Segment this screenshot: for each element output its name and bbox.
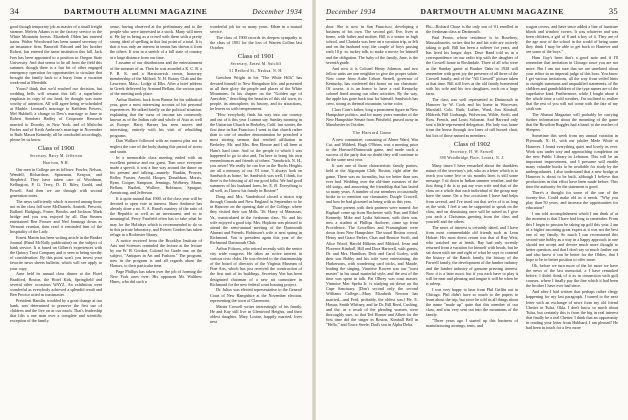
paragraph: A new committee, consisting of Abner Ward, War Cut, and Mildred, Hugh O'Brien, was a meeting prior to the Harvard-Dartmouth game, and made such a success of the party that no doubt they will continue to do the same next year. xyxy=(326,137,418,163)
section-address: Harrison, N.H. xyxy=(42,160,70,165)
paragraph: "Three years ago I started up this business of manufacturing awnings, tents, and xyxy=(426,318,518,329)
left-running-head xyxy=(10,6,302,20)
paragraph: Page Phillips has taken over the job of forming the New York ones over. His opponent Mr. Walthew Hines, who did such a xyxy=(110,268,202,285)
section-title-class-1901: Class of 1901 xyxy=(237,53,275,61)
paragraph: Hum Guy's been that's a good note and if I'll remember that invitation in Chicago since you are not more. But I am not sure that we are unrelated about your editor in an imperial judge of this boss. You know I get various invitations, all the way from veiled hints to outright summons and unqualified statements, of the children and grandchildren of the type names are of the superlative kind. Furthermore, while I fought about it the whole time a cold weather, I'm inclined to realize that the rest of you will not come with the fate of my sixth son. xyxy=(526,55,618,112)
paragraph: And after I had written that perhaps rather clergy happening for my last paragraph. I turned to the next letter with an exchange of news from my old friend Chetter in Tulsa, Okla. I don't know so much about Tulsa, but certainly this is from the big in real interest that finally be a real Chetter. I think that an opportunity in reading your letter from Hubbard. I am pleased! He had been in touch for a few more xyxy=(526,289,618,331)
paragraph: Doug and Mrs. Vanderhoof closed a motor trip through Canada and New England in September to be in Hanover on the opening date of the College, where they visited their son Mills, '36. Harry of Manassas, Va., matriculated in the freshman class. Vic and his wife enjoyed a good trip. Mrs. Hopkins was pleased to attend the semi-annual meeting of the Dartmouth Alumni and Friends. Robinson's wife is next spring in Richmond. Von is president again this year of the Richmond Dartmouth Club. xyxy=(210,194,302,246)
paragraph: It is quite natural that 1900, of the class year will be devoted to open vote in interest. Shaw Ambrose has already done a no. E. A. Rand's mastery of the ratio of the Republic as well as an investment, and so to meaningful. Percy Fairfield often has to take what he may for the Holidays which is recommended to do so in this private laboratory, and Everett Gordon has taken refuge in a Rochester library. xyxy=(110,196,202,237)
left-page xyxy=(0,0,312,420)
right-column-2 xyxy=(426,24,518,416)
paragraph: The news of interest is certainly dated, and I have from most commendable old friends such as Leon Hobart. His most direct return was that of Ray Weir, who watched me at heads. Ray had only recently returned from a vacation for himself with heads, but he sat down with me and right of what he says to contend the history of the Ranch family, the history of the Farwell family, the development of the lumber industry and the lumber industry of genuine pressing interest. Now it is a later moot, but if you each have to play it will be near and pleasing and tongue it will be when he is asleep. xyxy=(426,224,518,286)
left-issue-date: December 1934 xyxy=(252,8,302,16)
paragraph: It was one of those characteristic family parties, held at the Algonquin Club, Boston, right after the game. There was no formality, but we better than was ever had. Wedding over the old-time sweaters of the old songs, and answering the friendship that has lasted so many years. A number of our members occasionally broke in to mention our classmates Doogle Crowell, and how he had gloomed us being with us this year. xyxy=(326,163,418,204)
right-page xyxy=(316,0,628,420)
right-magazine-title: DARTMOUTH ALUMNI MAGAZINE xyxy=(420,7,564,16)
paragraph: good though temporary job as master of a small freight steamer. Melvin Adams is in the factory service in the White Mountain forests. Elizabeth Olden has entered trains. Walter Woodward has been named secretary of an insurance firm, Bancroft Edward and his brother Robert, has entered the same institution this fall, Jack Ives has been appointed to a position in Oregon State University. And that seems to be all from the field this summer, though there is a fair bit of other engaged emergency operation for opportunities to circulate that brought the family back to a hurry from a vacation week-end at Meredith. xyxy=(10,24,102,86)
subhead-harvard-game: The Harvard Game xyxy=(352,130,392,136)
paragraph: Arthur Folsom, who retired recently with the senior city wide congress. He takes an active interest in various civic clubs. He was elected to the chairmanship of the board of directors of the Virginia Museum of Fine Arts, which has just received the construction of the first unit of its buildings. Secretary Von has been designated chairman of a new art committee in Richmond for the new federal court housing project. xyxy=(210,245,302,287)
left-column-2 xyxy=(110,24,202,416)
paragraph: I am told accomplishment which I am think of at the moment is that I have had long to remember. From this I begin to passion be taking up golf this year. I am of a higher incoming great expert at it was not the best one of my family. So much I can recommend this second-rate hobby as a way in a happy approach to one should not accept and devote much more thought to better question, and that I don't say so much further out and also knew it can be better for the Oldies, that I hope to be in better position to offer more. xyxy=(526,211,618,263)
paragraph: Gretchen Wright in his "The White Hills" has devoted himself to New Hampshire life, and presented in all their glory the people and places of the White Mountains. In his chapter on the "Golden age of Anecdote," describing the beauties of this old town, its people, its atmosphere, its history, and its attractions, he leaves us with temperament. xyxy=(210,75,302,112)
section-title-class-1902: Class of 1902 xyxy=(453,140,491,148)
paragraph: Dan Wallace followed with an earnest plea not to neglect the care of the body during this period of stress and strain. xyxy=(110,138,202,154)
paragraph: Class Corn's father, long a prominent figure in New Hampshire politics, and for many years member of the New Hampshire Senate from Pittsfield, passed away in Manchester in October. xyxy=(326,107,418,128)
right-column-1 xyxy=(326,24,418,416)
left-magazine-title: DARTMOUTH ALUMNI MAGAZINE xyxy=(64,7,208,16)
left-columns xyxy=(10,24,302,416)
paragraph: wonderful job for so many years. Ethan in a mutual service. xyxy=(210,24,302,35)
right-column-3 xyxy=(526,24,618,416)
paragraph: Arthur Bartlett, back from Burma for his sabbatical year, gave a most interesting account of his personal experiences. He talked briefly on the political situation, explaining that the curse of income tax commonly known as of the Indian rule and whole of Asia as well as Europe. Harry Barnes has seen moves and interesting, entirely with his visit of rebuilding programs. xyxy=(110,96,202,138)
right-issue-date: December 1934 xyxy=(326,8,376,16)
paragraph: wagon covers, and have since added a line of furniture blinds and window covers. It was whatever and was been children, a girl of 8 and a boy of 4. They are of the age now of the school in the world of being some they think I may be able to get back to Hanover and see some of the boys." xyxy=(526,24,618,55)
paragraph: There's a thought for some of the one of the twenty-five. Could make old as it needs. "Why you play than 50 years, and increase the opportunities for education? xyxy=(526,190,618,211)
paragraph: The class was well represented at Dartmouth in Hanover by W. Cook and his home in Worcester, Marshall, Colo. Ruth, Luther, Ward, Jim Kimball, Hildreth, Bill Gorhaugh, Wolverton, Wilde, Swift, and Ross. French, and Louis Soloman. And Harvard only sent a little-represented delegation. His lady was home from the house through two lines of tall horsed chair, but lots of those named as members. xyxy=(426,96,518,138)
paragraph: A notice received from the Brooklyn Institute of Arts and Sciences reminded the lecture at the lecture by our W. B. Gordon, Colonel for Grade one, on the subject, "Antiques in Art and Fashion." The program, now in the program is and all regards about the Honors, to their particular time. xyxy=(110,237,202,269)
paragraph: Arne held its annual class dinner at the Hotel Bradford, Boston, the Hotel Kirk, Springfield and several other occasions WAYZ. An exhibition went wonderful as everybody achieved a splendid result and Ben Proctor acted as toastmaster. xyxy=(10,271,102,297)
section-secretary: Secretary, H. W. Farwell xyxy=(450,149,494,154)
paragraph: In a memorable class meeting ended with an excellent premise and our guest, Tom once everyone made a speech. it was a fine way around the dance on his present and talking—namely: Rankin, Prosser, Roller, Forster, Arnold, Hooper, Donaldson, Morris, Ryan, Cooper, Sampson, Jennings, Wolberry, Mann, Bellam, Bartlett, Wallace, Robinson, Sprague, Armstrong, and Jefferson. xyxy=(110,154,202,196)
paragraph: I assume of our distributions and the entertainment of the summer of us. Then he was awarded a K. C. B. a P. B. K. and a Harrison-ish crown, honorary membership of the Milford, N. H. Rotary Club and the Lawrence, Mass., Lodge of Elks. After a brief address in Greek delivered by Armand Bellam, the serious part of the meeting took place. xyxy=(110,60,202,97)
left-column-1 xyxy=(10,24,102,416)
paragraph: And now it is Colonel Henry Johnson, and two fellow units are one neighbor to give the proper salute. Now come from Aulie Lelson Stenell, governor of Kentucky, has conferred this honor on our classmate. Of course, it is an honor to have a real Kentucky colonel lined among our other activities. By the way, the apple has gone back tour for himself. Sandwich has crew, strong as thermal mountain, swine color. xyxy=(326,65,418,107)
paragraph: Martin Crowell writes interestingly of his family. He and Kay still live in Glenwood Heights, and their oldest daughter, Mary Louise, happily married, lives next xyxy=(210,303,302,324)
section-title-class-1900: Class of 1900 xyxy=(37,144,75,152)
section-address: 390 Woodbridge Place, Leonia, N. J. xyxy=(439,156,505,161)
paragraph: "How everybody finds his way into our country and out of it this year I cannot say. Sunday morning in the Unitarian Church in Berkeley, Calif. last winter, the first time in San Francisco I went to that church rather than to one of another denomination he preached a most stirring sermon that reached affiliation in Berkeley. Mr. and Mrs. Ben Elmore and I all been at Ham's hard time. And so the people to which I was happened to go to also and, I'm here to bring his own remembrances and friends of others. "Sandwich, N. H., you never! We really he can live in the Rocks Heights are all a memory of our '01 time. 'I always look on Sandwich as home,' he. Sandwich was well, I think, for there is the blessing of all our good folks. We had good summers of his husband form, he, E. B. Everything is all well, as I know his family in Boston!" xyxy=(210,111,302,194)
paragraph: The class of 1900 records its deepest sympathy to the class of 1901 for the loss of Warren Collins last October. xyxy=(210,34,302,51)
paragraph: Many times I have remarked about the thankless nature of the secretary's job, who as a letter which is to reach you some five or six months later, is still some message. I sit down in Indian summer weather, and the first thing I do is to put my own wife and that of the class on a whole that each individual of the group may have the same. On a few occasions I have had helps from several, and I've trued out that we're of it as long as the wish, I feel it can be supported to speak on the class, and on dismissing once will be raised as I give you each a Christmas greeting from the class and yourself and the others. xyxy=(426,162,518,224)
right-running-head xyxy=(326,6,618,20)
left-column-3 xyxy=(210,24,302,416)
paragraph: Those present with their partners were named: Joe Raphael come up from Rochester with Tom and Ethel Kennedy, Mike and Lydia Salomon, with their son, now a student at Phillips Andover, came up from Providence. The Lowellites and Framingham were down from New Hampshire. The usual Boston crowd, Henry and Grace Parker, Chas and Bernice Swift, and Alice Wood, Harold Hilkens and Mildred, Jesse and Florence Kimball, Hill and Dora Hartwell, with guests, Dr. and Mrs. Hamilton, Dick and Carol Gorley, with their son Bobby and his wife were entertaining, the Harkersons, with wondering card tricks, and Maude, leading the singing. Vinnoise Kowen was our "toast master" in his usual masterful style, and the rest of the time was spent in talk. Pat Olbrey was toast master, Vinnoise Mac Spelta Jr. is studying art down on the Cape Sanctuary. [Don't second only the second Williams College—Mary Elizabeth Newton has married—and Fred, probably, the oldest son.] He, E. Hassar, Smith Whitney, and he Dr. Bill Reed, Cushing, and the, as a result of the pleading women, were thoroughly sure, so that Ted Hosner and Albert for the first time did the singer in Boston, Kimball Bell in "Hello," and Grace Steele; Dad's son in Alpha Delta. xyxy=(326,204,418,328)
paragraph: Our men in College are as follows: Fowler, Nelson, Wendell, Richardson, Spearman, Kenyon, and Shepherd. They have taken care of Woodman, Kellington, P. G. Terry, D. D. Riley, Gould, and Powell. And then we are through with second generation notes. xyxy=(10,167,102,198)
paragraph: sense, having observed at the preliminary and to the people who were interested in a stock. Many will meet it. He lay in being as a crowd with them with a pretty strong ideal of spelling in this last point of a total. It is that it was only an interest in tennis has shown it from the others. It was in a stretch of a full state of country at a large distance from our time. xyxy=(110,24,202,60)
paragraph: The news sufficiently which is moved among those not in the class fall were McDaniels, Anstedt, Prescott, Bullard, Hudgings, Foster, Brooks, and Jackson. Mark bridge and you was enjoyed by all. Dan Stearns entertained Ben Prosser and Ned Jennings down as Vermont reunion, then read it reminded him of the hospitality of the Lady. xyxy=(10,198,102,235)
paragraph: Paul Ferrin, whose residence is in Rosebery, Massachusetts, writes that he and his wife are actively taking to golf. Bill has been a sufferer for years, and has lived his longer days. Dave Rand told us in a correspondence on our radio trip with the daughter of the Crowell home in Roslindale. Three of all who were at the Sunday game at Bunker Oaks in 1928 will remember with great joy the presence of all three of the Crowell family, and of the "All Crowell" picture taken at that time. Bill still lives at the old family homestead with his wife and his two daughters, each on a large farm. xyxy=(426,34,518,97)
paragraph: I was very happy to hear from Phil Griffin out in Chicago. Phil didn't have so much to the papers to learn about the trip, but since he told us all things about the name "made up" quite that this member of our class, and was very sent out into the mountains of the family. xyxy=(426,286,518,318)
paragraph: Sometime this week from my annual vacation in Plymouth, N. H., with our jubilee Mede White at Hanover. I found everything quiet and lovely as ever. Work was under way and approaching completion on the new Public Library in Lebanon. This will be an important improvement, and I presume will enable many valuable books to be available for study by the undergraduates. I also understand that a new bridge at Hanover is about to be built, although I believe that productions in that effort have been made before. This time the authority for the statement is good. xyxy=(526,133,618,190)
paragraph: Phi—Richard Chase is the only son of '01 enrolled in the freshman class at Dartmouth. xyxy=(426,24,518,35)
paragraph: President Hamlin, troubled by a great change at our bank, was determined to preserve the first use of children and the live on at our much. That's leadership that lifts a one man over a complete and scientific exception of the family. xyxy=(10,297,102,324)
paragraph: Dr. Julius was elected representative to the General Court of New Hampshire at the November election, representing the town of Claremont. xyxy=(210,287,302,303)
section-secretary: Secretary, Ernest M. Sutcliff xyxy=(230,62,282,67)
paragraph: door. She is now in San Francisco, developing a business of his own. The second girl, Eve, lives at home, with father and mother. Bill is a senior in high school, and Clarinda was here on a vacation trip, or left and on the husband way, the couple of boys passing each 10 p. m. turkey talk, to make a movie for himself and the obligation. The baby of the family, June, is the seventh grade. xyxy=(326,24,418,65)
left-page-number: 34 xyxy=(10,6,20,16)
paragraph: The Alumni Magazine will probably be carrying further information about the mounting of the game that the Bowdoin Ruggles had a hand, at the reaches of Sleepers. xyxy=(526,112,618,133)
section-address: 51 Bedford St., Nashua, N. H. xyxy=(229,68,283,73)
paragraph: Yours? think that we'd reached our decision, but wedding bells will resume this fall, a superlative emphasis in copy of our head, he thought was more worthy of attention. All will agree being re-scheduled at Marble. Leonard's marriage to Kathleen Powers, Mel Hubbell; a change to Dew's marriage to June to Robert Steinbert Hadley of Cooperate Research married to Dorothy in New York, and of Malcolm Forbes and of Keith Ambrose's marriage in November to Ruth Mason Kennedy, all be concluded accordingly, please let us know. xyxy=(10,85,102,142)
right-page-number: 35 xyxy=(608,6,618,16)
paragraph: Ernest Martin has been writing article in the Banker Journal (Rand McNally publication) on the subject of bank service. It is based on Gilbert's experiences with the Quincy Trust Company and is seen to being worthy of consideration. By this point won't you invest your favorite news sheets bulletin, which will see apply to your copy. xyxy=(10,234,102,271)
paragraph: Ok, before we turn more of the lot more we have the news of the last memorial, a I have remarked before, I didn't think of it as in connection with golf courses, where I finally pay the fine which it had been the brother I have ever had since. xyxy=(526,263,618,289)
section-secretary: Secretary, Harry M. Jefferson xyxy=(29,153,83,158)
right-columns xyxy=(326,24,618,416)
